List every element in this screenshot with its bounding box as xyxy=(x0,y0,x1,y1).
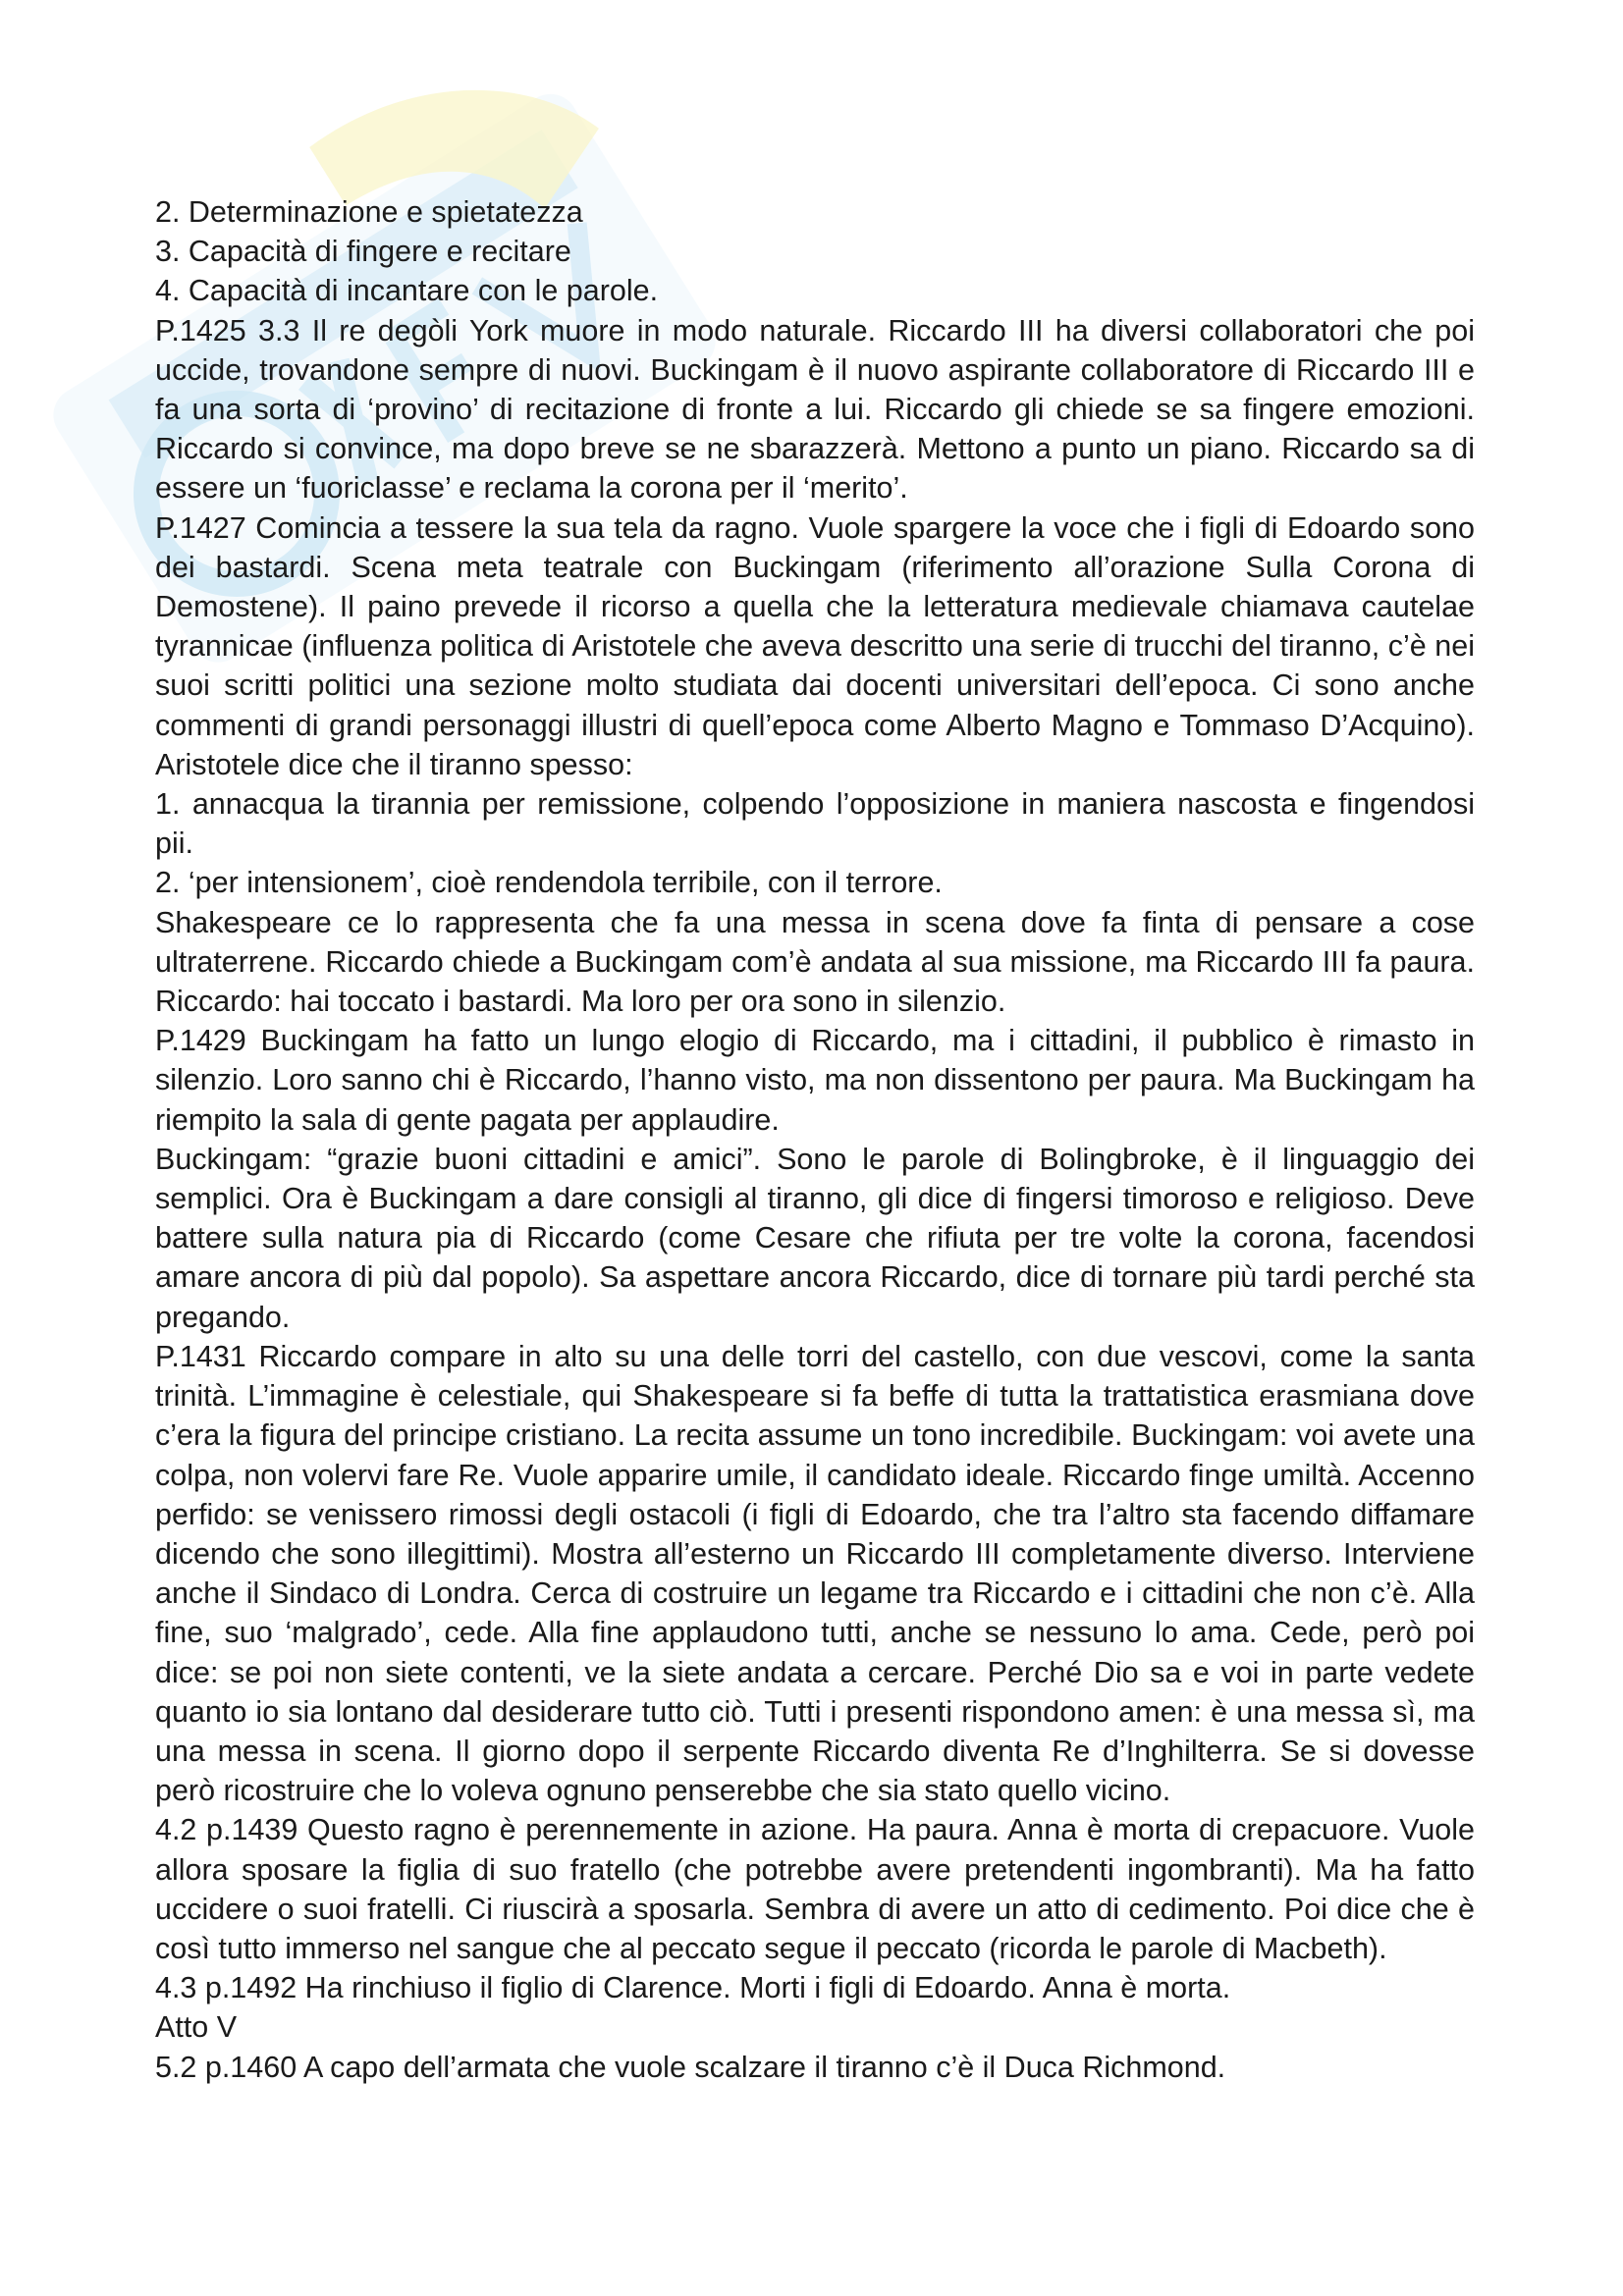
paragraph: 3. Capacità di fingere e recitare xyxy=(155,235,571,269)
paragraph: 4.2 p.1439 Questo ragno è perennemente in azione. Ha paura. Anna è morta di crepacuore. Vuole allora sposare la figlia di suo fratello (che potrebbe avere pretendenti ingombranti). Ma ha fatto uccidere o suoi fratelli. Ci riuscirà a sposarla. Sembra di avere un atto di cedimento. Poi dice che è così tutto immerso nel sangue che al peccato segue il peccato (ricorda le parole di Macbeth). xyxy=(155,1813,1475,1965)
paragraph: 2. Determinazione e spietatezza xyxy=(155,195,583,229)
paragraph: P.1429 Buckingam ha fatto un lungo elogio di Riccardo, ma i cittadini, il pubblico è rimasto in silenzio. Loro sanno chi è Riccardo, l’hanno visto, ma non dissentono per paura. Ma Buckingam ha riempito la sala di gente pagata per applaudire. xyxy=(155,1024,1475,1137)
paragraph: 1. annacqua la tirannia per remissione, colpendo l’opposizione in maniera nascosta e fingendosi pii. xyxy=(155,787,1475,861)
paragraph: 4.3 p.1492 Ha rinchiuso il figlio di Clarence. Morti i figli di Edoardo. Anna è morta. xyxy=(155,1971,1231,2005)
paragraph: 4. Capacità di incantare con le parole. xyxy=(155,274,659,308)
paragraph: 2. ‘per intensionem’, cioè rendendola terribile, con il terrore. xyxy=(155,866,943,900)
paragraph: 5.2 p.1460 A capo dell’armata che vuole scalzare il tiranno c’è il Duca Richmond. xyxy=(155,2050,1226,2084)
paragraph: P.1427 Comincia a tessere la sua tela da ragno. Vuole spargere la voce che i figli di Edoardo sono dei bastardi. Scena meta teatrale con Buckingam (riferimento all’orazione Sulla Corona di Demostene). Il paino prevede il ricorso a quella che la letteratura medievale chiamava cautelae tyrannicae (influenza politica di Aristotele che aveva descritto una serie di trucchi del tiranno, c’è nei suoi scritti politici una sezione molto studiata dai docenti universitari dell’epoca. Ci sono anche commenti di grandi personaggi illustri di quell’epoca come Alberto Magno e Tommaso D’Acquino). Aristotele dice che il tiranno spesso: xyxy=(155,510,1475,781)
paragraph: Buckingam: “grazie buoni cittadini e amici”. Sono le parole di Bolingbroke, è il linguaggio dei semplici. Ora è Buckingam a dare consigli al tiranno, gli dice di fingersi timoroso e religioso. Deve battere sulla natura pia di Riccardo (come Cesare che rifiuta per tre volte la corona, facendosi amare ancora di più dal popolo). Sa aspettare ancora Riccardo, dice di tornare più tardi perché sta pregando. xyxy=(155,1142,1475,1334)
paragraph: Atto V xyxy=(155,2010,238,2045)
document-body xyxy=(155,192,1475,2087)
paragraph: P.1425 3.3 Il re degòli York muore in modo naturale. Riccardo III ha diversi collaboratori che poi uccide, trovandone sempre di nuovi. Buckingam è il nuovo aspirante collaboratore di Riccardo III e fa una sorta di ‘provino’ di recitazione di fronte a lui. Riccardo gli chiede se sa fingere emozioni. Riccardo si convince, ma dopo breve se ne sbarazzerà. Mettono a punto un piano. Riccardo sa di essere un ‘fuoriclasse’ e reclama la corona per il ‘merito’. xyxy=(155,313,1475,506)
paragraph: P.1431 Riccardo compare in alto su una delle torri del castello, con due vescovi, come la santa trinità. L’immagine è celestiale, qui Shakespeare si fa beffe di tutta la trattatistica erasmiana dove c’era la figura del principe cristiano. La recita assume un tono incredibile. Buckingam: voi avete una colpa, non volervi fare Re. Vuole apparire umile, il candidato ideale. Riccardo finge umiltà. Accenno perfido: se venissero rimossi degli ostacoli (i figli di Edoardo, che tra l’altro sta facendo diffamare dicendo che sono illegittimi). Mostra all’esterno un Riccardo III completamente diverso. Interviene anche il Sindaco di Londra. Cerca di costruire un legame tra Riccardo e i cittadini che non c’è. Alla fine, suo ‘malgrado’, cede. Alla fine applaudono tutti, anche se nessuno lo ama. Cede, però poi dice: se poi non siete contenti, ve la siete andata a cercare. Perché Dio sa e voi in parte vedete quanto io sia lontano dal desiderare tutto ciò. Tutti i presenti rispondono amen: è una messa sì, ma una messa in scena. Il giorno dopo il serpente Riccardo diventa Re d’Inghilterra. Se si dovesse però ricostruire che lo voleva ognuno penserebbe che sia stato quello vicino. xyxy=(155,1339,1475,1808)
paragraph: Shakespeare ce lo rappresenta che fa una messa in scena dove fa finta di pensare a cose ultraterrene. Riccardo chiede a Buckingam com’è andata al sua missione, ma Riccardo III fa paura. Riccardo: hai toccato i bastardi. Ma loro per ora sono in silenzio. xyxy=(155,905,1475,1019)
